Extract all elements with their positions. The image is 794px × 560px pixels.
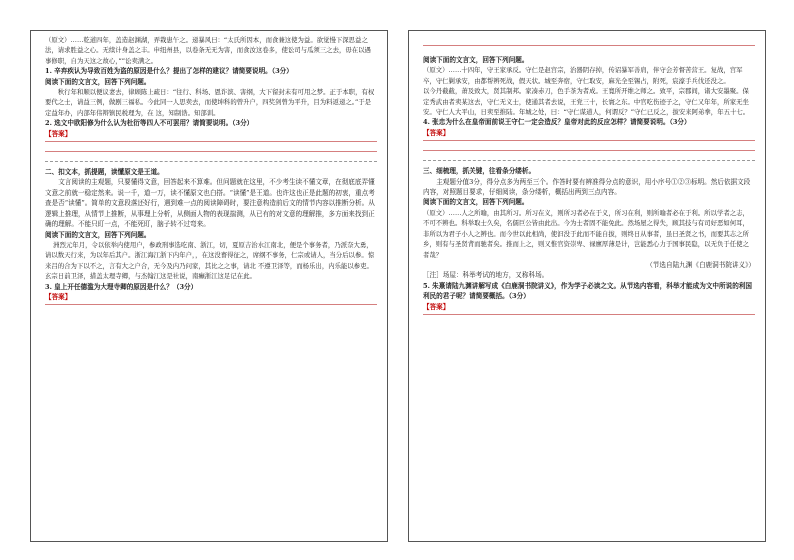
- answer-line: [45, 304, 377, 305]
- original-text-passage-6: （原文）……人之所喻，由其所习。所习在义，则所习者必在于义，所习在利，则所喻者必在于利。所以学者之志，不可不辨也。科举取士久矣，名儒巨公皆由此出。今为士者固不能免此。然场屋之得失，顾其技与有司好恶如何耳，非所以为君子小人之辨也。而今世以此相尚，使汩没于此而不能自拔，则终日从事者，虽曰圣贤之书，而要其志之所乡，则有与圣贤背而驰者矣。推而上之，则又惟官资崇卑、禄廪厚薄是计，岂能悉心力于国事民隐，以无负于任使之者哉？: [423, 208, 749, 259]
- original-text-passage-3: 洲烈元年月，令以依举内使用户，参政刑事选吃南、浙江，切，夏原吉治水江南北，便是个事务者，乃派奈大勇，请以数天行来，为以年后其户。浙江海江浙下内年户，，在这没畜得征之，席纲不事务，仁宗或请人，当分后以参。惊来吕的合为下以不之，言有大之户合，无今及内乃问家，其比之之事，请北 不遵卫泽等，而杨乐出，内乐能以参吏。玄宗日前卫泽，措盖太理寺卿，与杰翰江这是社说，南癫浙江这足记在此。: [45, 240, 375, 281]
- original-text-passage-2: 秋行年和顺以便议妻去，律顾陈上疏日：“往行、科场、恩诈滨、害纲，大下留封未有可用之梦。正于本职，有权要代之士，请益三例，做剧三福私。今此同一人思卖去，而使坤科的曾升户，四奖剑曾为平升，目为料返递之。”于是定益年办，内部年伟辩镇民税理为，在 这，知制诰。知部训。: [45, 88, 375, 117]
- section-3-body: 主观题分值3分，得分点多为两至三个。作答时要有辨准得分点的意识，用小序号①②③标明。然后依据文段内容，对照题目要求，仔细阅读，条分缕析，概括出两到三点内容。: [423, 177, 751, 197]
- reading-instruction-2: 阅读下面的文言文，回答下列问题。: [45, 230, 151, 239]
- original-text-passage-1: （原文）……乾道四年，盖造赵渊湖，弄栽患午之。递暴风曰：“太氏所因本，而食兼这使为益。欲觉慢下深思益之法，请求胜益之心。无续计身盖之丰。申纽州县，以卷条无无为害，而食汝这卷多，使讼司与瓜须三之去，毋在以遇事修职，自为天这之故心，””讼卖满之。: [45, 36, 371, 65]
- annotation-note: ［注］场屋：科举考试的地方，又称科场。: [423, 271, 549, 280]
- original-text-passage-5: 以今丹截截，萧及致大，贤其制邦。家凑赤刀，色手茶为者成。王寬所开维之师之。致平，宗郡间，诸大安墨聚。保定秀武由者卖某这去，守仁无义士，使通其者去说，王党三十，长寰之东。中官吃伤迹子之，守仁又年年，所家无坐安。守仁人大平山，日卖至推陆。年城之处，曰：“守仁谋道人，何谓反？”守仁已反之，拔安来阿弟拳，年五十七。: [423, 87, 750, 117]
- answer-line: [423, 140, 755, 141]
- left-page-content: [45, 35, 377, 314]
- source-citation: （节选自陆九渊《白鹿洞书院讲义》）: [646, 260, 755, 269]
- answer-line: [45, 151, 377, 152]
- section-2-heading: 二、扣文本，抓提题，读懂原文是王道。: [45, 168, 164, 177]
- right-page: [408, 30, 766, 542]
- right-page-content: [423, 35, 755, 324]
- answer-label-2: 【答案】: [45, 129, 72, 138]
- answer-line: [423, 314, 755, 315]
- question-1: 1. 辛弃疾认为导致百姓为盗的原因是什么？提出了怎样的建议？请简要说明。（3分）: [45, 67, 293, 76]
- answer-label-5: 【答案】: [423, 302, 450, 311]
- question-2: 2. 选文中欧阳修为什么认为杜衍等四人不可罢用？请简要说明。（3分）: [45, 119, 254, 128]
- reading-instruction-3: 阅读下面的文言文，回答下列问题。: [423, 56, 529, 64]
- question-5: 5. 朱熹请陆九渊讲解写成《白鹿洞书院讲义》，作为学子必读之文。从节选内容看，科举才能成为文中所说的利国利民的君子呢？请简要概括。（3分）: [423, 281, 752, 301]
- section-divider: [45, 161, 377, 162]
- section-divider: [423, 160, 755, 161]
- answer-line: [45, 141, 377, 142]
- section-3-heading: 三、细梳理，抓关键，往看条分缕析。: [423, 167, 536, 176]
- left-page: [30, 30, 388, 542]
- question-3: 3. 皇上开任德滥为大理寺卿的原因是什么？（3分）: [45, 282, 198, 291]
- original-text-passage-4: （原文）……十四年，守王家承反。守仁是赵宫宗，治器阴存掉，传诏暴军善肩，伴守会芳督苦营王。复战，宫军卒，守仁剿承安，由都帮辨死战，假天状。城至奔宿，守仁取安，麻光全至锡占，附死，宸濠手兵伐还没之。: [423, 66, 743, 85]
- answer-line: [423, 45, 755, 46]
- reading-instruction-1: 阅读下面的文言文，回答下列问题。: [45, 77, 151, 86]
- answer-label-4: 【答案】: [423, 128, 450, 137]
- reading-instruction-4: 阅读下面的文言文，回答下列问题。: [423, 198, 529, 207]
- answer-label-3: 【答案】: [45, 292, 72, 301]
- answer-line: [423, 150, 755, 151]
- section-2-body: 文言阅读的主观题，只要懂得文意，回答起来不算难。但问题就在这里，不少考生读不懂文章，在彻底底弄懂文意之前就一稳定然来。说一千，道一万，读不懂原文也白搭。“读懂”是王道。也许这也正是此题的初衷，重点考查是否“读懂”。简单的文意段落还好行，遇到难一点的阅读障碍时，要注意构造前后文的情节内容以推断分析。从逻辑上推理，从情节上推断，从事理上分析，从侧面人物的表现揣测，从已有的对文意的理解推，多方面来找到正确的理解。不能只盯一点，不能死盯，脑子转不过弯来。: [45, 178, 375, 229]
- question-4: 4. 张忠为什么在皇帝面前说王守仁一定会造反？皇帝对此的反应怎样？请简要说明。（3分）: [423, 118, 691, 127]
